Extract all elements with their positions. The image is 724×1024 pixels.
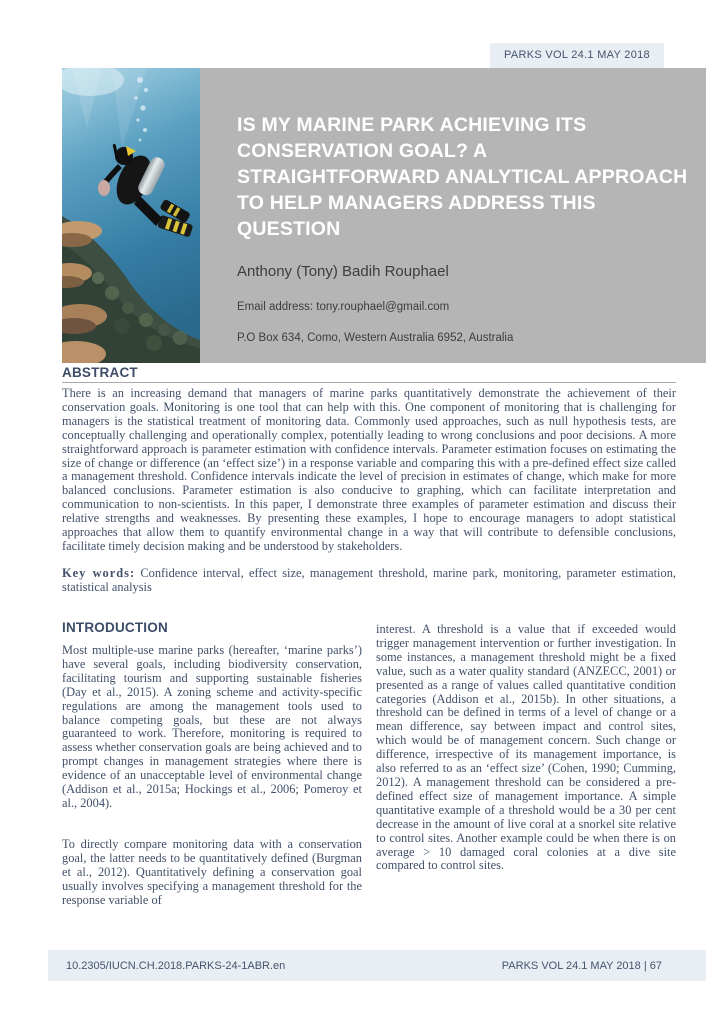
introduction-paragraph: Most multiple-use marine parks (hereafter, ‘marine parks’) have several goals, including biodiversity conservation, facilitating tourism and supporting sustainable fisheries (Day et al., 2015). A zoning scheme and activity-specific regulations are among the management tools used to balance competing goals, but these are not always guaranteed to work. Therefore, monitoring is required to assess whether conservation goals are being achieved and to prompt changes in management strategies where there is evidence of an unacceptable level of environmental change (Addison et al., 2015a; Hockings et al., 2006; Pomeroy et al., 2004). [62,643,362,810]
abstract-text: There is an increasing demand that managers of marine parks quantitatively demonstrate the achievement of their conservation goals. Monitoring is one tool that can help with this. One component of monitoring that is challenging for managers is the statistical treatment of monitoring data. Commonly used approaches, such as null hypothesis tests, are conceptually challenging and operationally complex, potentially leading to wrong conclusions and poor decisions. A more straightforward approach is parameter estimation with confidence intervals. Parameter estimation focuses on estimating the size of change or difference (an ‘effect size’) in a response variable and comparing this with a pre-defined effect size called a management threshold. Confidence intervals indicate the level of precision in estimates of change, which make for more balanced conclusions. Parameter estimation is also conducive to graphing, which can facilitate interpretation and communication to non-scientists. In this paper, I demonstrate three examples of parameter estimation and discuss their relative strengths and weaknesses. By presenting these examples, I hope to encourage managers to adopt statistical approaches that allow them to quantify environmental change in a way that will contribute to defensible conclusions, facilitate timely decision making and be understood by stakeholders. [62,386,676,553]
introduction-column-1 [62,620,362,907]
keywords-text: Confidence interval, effect size, management threshold, marine park, monitoring, parameter estimation, statistical analysis [62,565,676,594]
keywords-label: Key words: [62,565,136,580]
introduction-paragraph: To directly compare monitoring data with a conservation goal, the latter needs to be quantitatively defined (Burgman et al., 2012). Quantitatively defining a conservation goal usually involves specifying a management threshold for the response variable of [62,836,362,907]
introduction-heading: INTRODUCTION [62,620,168,635]
author-address: P.O Box 634, Como, Western Australia 6952, Australia [237,332,514,344]
title-block [200,68,706,363]
abstract-section [62,365,676,595]
introduction-paragraph: interest. A threshold is a value that if exceeded would trigger management intervention or further investigation. In some instances, a management threshold might be a fixed value, such as a water quality standard (ANZECC, 2001) or presented as a range of values called quantitative condition categories (Addison et al., 2015b). In other situations, a threshold can be defined in terms of a level of change or a mean difference, say between impact and control sites, which would be of management concern. Such change or difference, irrespective of its management importance, is also referred to as an ‘effect size’ (Cohen, 1990; Cumming, 2012). A management threshold can be considered a pre-defined effect size of management importance. A simple quantitative example of a threshold would be a 30 per cent decrease in the amount of live coral at a snorkel site relative to control sites. Another example could be when there is on average > 10 damaged coral colonies at a dive site compared to control sites. [376,622,676,873]
title-banner [62,68,706,363]
abstract-divider [62,382,676,383]
introduction-section [62,620,676,945]
diver-photo [62,68,200,363]
doi-text: 10.2305/IUCN.CH.2018.PARKS-24-1ABR.en [66,959,286,972]
page-footer [48,950,706,981]
introduction-column-2 [376,623,676,873]
paper-title: IS MY MARINE PARK ACHIEVING ITS CONSERVATION GOAL? A STRAIGHTFORWARD ANALYTICAL APPROACH TO HELP MANAGERS ADDRESS THIS QUESTION [237,114,688,240]
issue-page-number: PARKS VOL 24.1 MAY 2018 | 67 [501,959,662,972]
underwater-scene [62,68,200,363]
author-email: Email address: tony.rouphael@gmail.com [237,301,450,313]
abstract-heading: ABSTRACT [62,365,138,380]
author-name: Anthony (Tony) Badih Rouphael [237,263,449,280]
issue-badge: PARKS VOL 24.1 MAY 2018 [490,43,664,68]
keywords-line [62,567,676,595]
